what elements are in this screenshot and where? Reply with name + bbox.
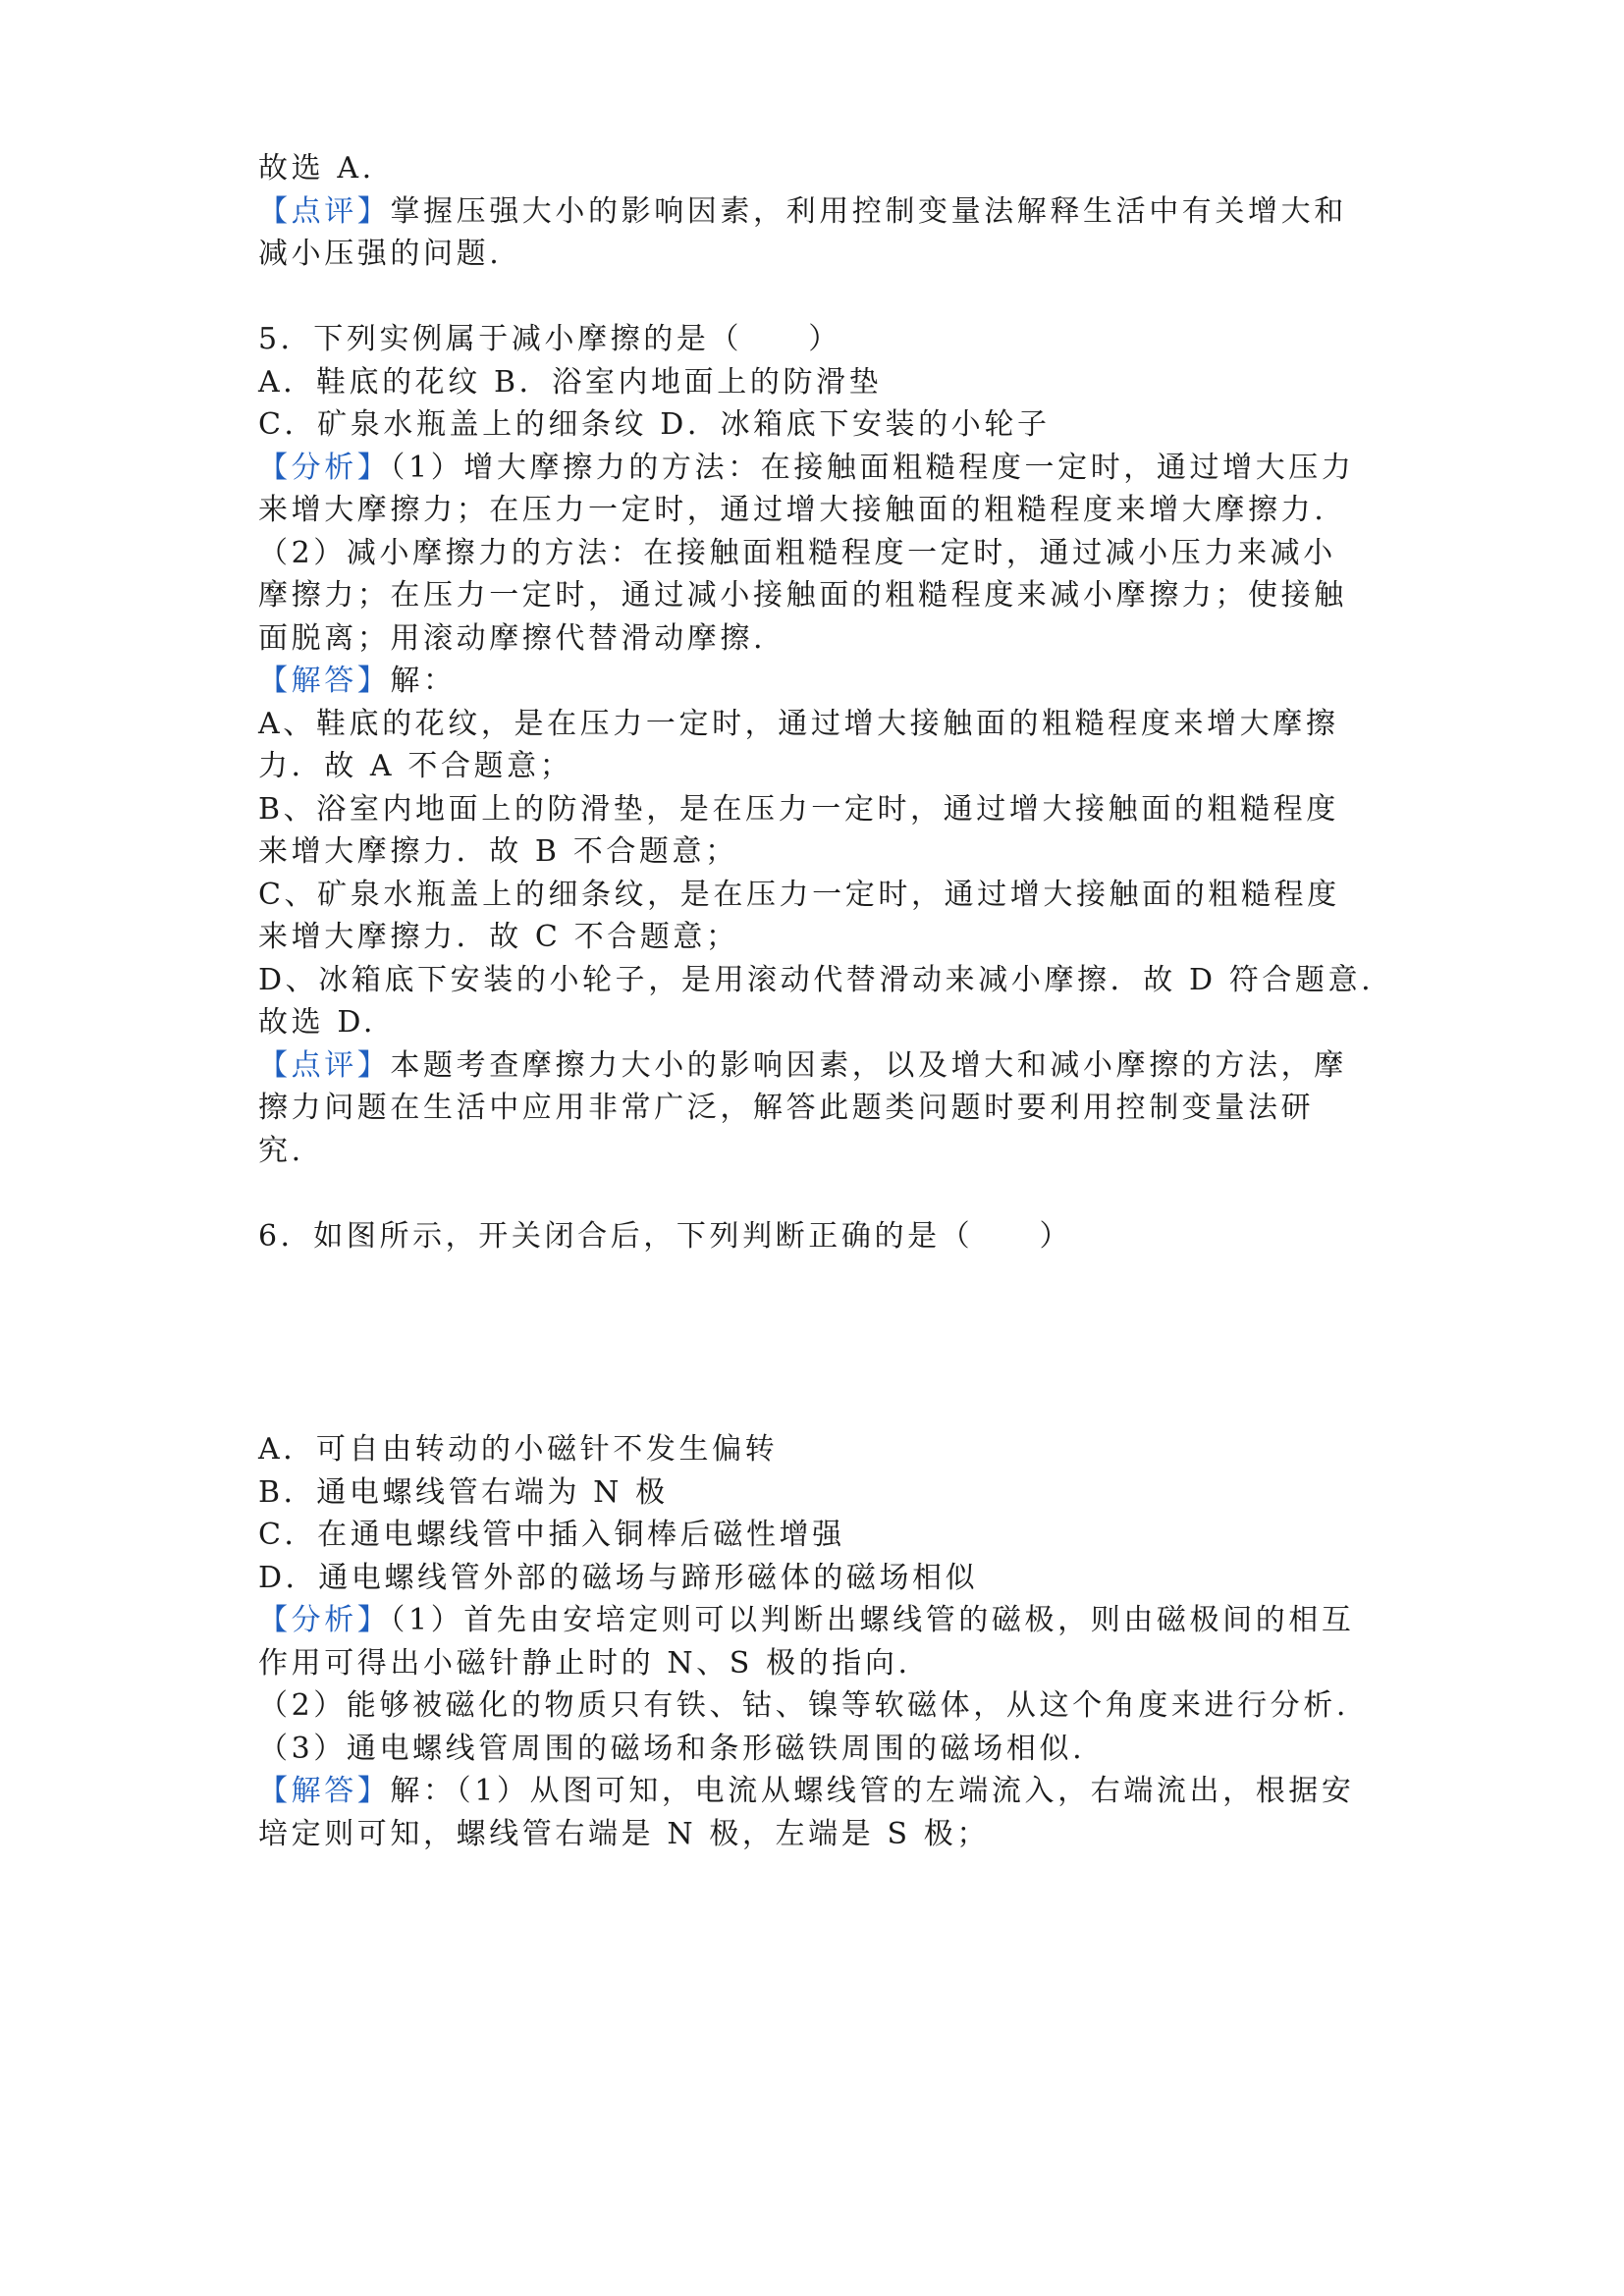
text-line [258, 1215, 1378, 1258]
text-line [258, 745, 1378, 788]
text-line [258, 703, 1378, 746]
text-line [258, 403, 1378, 447]
paragraph-gap [258, 276, 1378, 319]
section-tag: 【分析】 [258, 1603, 391, 1637]
document-page [258, 147, 1378, 1855]
line-text: 解：（1）从图可知，电流从螺线管的左端流入，右端流出，根据安 [390, 1774, 1355, 1808]
section-tag: 【点评】 [258, 1047, 391, 1083]
line-text: 来增大摩擦力．故 B 不合题意； [258, 834, 738, 869]
text-line [258, 447, 1378, 490]
line-text: 作用可得出小磁针静止时的 N、S 极的指向. [258, 1645, 911, 1681]
line-text: B、浴室内地面上的防滑垫，是在压力一定时，通过增大接触面的粗糙程度 [258, 791, 1339, 827]
line-text: 力．故 A 不合题意； [258, 749, 573, 783]
section-tag: 【解答】 [258, 1774, 391, 1808]
text-line [258, 532, 1378, 575]
text-line [258, 1428, 1378, 1471]
text-line [258, 1813, 1378, 1856]
text-line [258, 1044, 1378, 1088]
text-line [258, 1599, 1378, 1642]
line-text: 6．如图所示，开关闭合后，下列判断正确的是（ ） [258, 1218, 1073, 1254]
line-text: D．通电螺线管外部的磁场与蹄形磁体的磁场相似 [258, 1560, 979, 1595]
line-text: 故选 A. [258, 151, 375, 186]
text-line [258, 1684, 1378, 1728]
text-line [258, 1728, 1378, 1771]
line-text: A、鞋底的花纹，是在压力一定时，通过增大接触面的粗糙程度来增大摩擦 [258, 706, 1339, 741]
text-line [258, 190, 1378, 234]
line-text: D、冰箱底下安装的小轮子，是用滚动代替滑动来减小摩擦．故 D 符合题意. [258, 962, 1375, 997]
line-text: C、矿泉水瓶盖上的细条纹，是在压力一定时，通过增大接触面的粗糙程度 [258, 877, 1340, 912]
text-line [258, 959, 1378, 1002]
line-text: C．矿泉水瓶盖上的细条纹 D．冰箱底下安装的小轮子 [258, 407, 1051, 442]
text-line [258, 1001, 1378, 1044]
line-text: 面脱离；用滚动摩擦代替滑动摩擦. [258, 620, 767, 656]
line-text: （1）增大摩擦力的方法：在接触面粗糙程度一定时，通过增大压力 [390, 450, 1355, 485]
text-line [258, 318, 1378, 361]
text-line [258, 660, 1378, 703]
text-line [258, 874, 1378, 917]
section-tag: 【分析】 [258, 450, 391, 485]
text-line [258, 574, 1378, 617]
text-line [258, 1770, 1378, 1813]
line-text: （2）减小摩擦力的方法：在接触面粗糙程度一定时，通过减小压力来减小 [258, 535, 1336, 570]
text-line [258, 489, 1378, 532]
line-text: A．可自由转动的小磁针不发生偏转 [258, 1432, 779, 1467]
text-line [258, 1642, 1378, 1685]
line-text: 5．下列实例属于减小摩擦的是（ ） [258, 322, 841, 356]
figure-placeholder [258, 1257, 1378, 1428]
line-text: 究. [258, 1133, 304, 1168]
text-line [258, 361, 1378, 404]
text-line [258, 147, 1378, 190]
text-line [258, 916, 1378, 959]
paragraph-gap [258, 1172, 1378, 1215]
section-tag: 【点评】 [258, 193, 391, 229]
text-line [258, 788, 1378, 831]
text-line [258, 1557, 1378, 1600]
line-text: C．在通电螺线管中插入铜棒后磁性增强 [258, 1518, 845, 1552]
line-text: 故选 D. [258, 1005, 377, 1040]
line-text: 掌握压强大小的影响因素，利用控制变量法解释生活中有关增大和 [390, 193, 1347, 229]
text-line [258, 1471, 1378, 1515]
line-text: 培定则可知，螺线管右端是 N 极，左端是 S 极； [258, 1816, 990, 1851]
line-text: B．通电螺线管右端为 N 极 [258, 1474, 669, 1510]
text-line [258, 1514, 1378, 1557]
text-line [258, 233, 1378, 276]
line-text: 擦力问题在生活中应用非常广泛，解答此题类问题时要利用控制变量法研 [258, 1091, 1315, 1125]
line-text: 摩擦力；在压力一定时，通过减小接触面的粗糙程度来减小摩擦力；使接触 [258, 578, 1347, 613]
line-text: 本题考查摩擦力大小的影响因素，以及增大和减小摩擦的方法，摩 [390, 1047, 1347, 1083]
line-text: （1）首先由安培定则可以判断出螺线管的磁极，则由磁极间的相互 [390, 1603, 1355, 1637]
section-tag: 【解答】 [258, 664, 391, 698]
line-text: 解： [390, 664, 457, 698]
text-line [258, 1130, 1378, 1173]
text-line [258, 1087, 1378, 1130]
line-text: 来增大摩擦力；在压力一定时，通过增大接触面的粗糙程度来增大摩擦力. [258, 493, 1327, 527]
line-text: 减小压强的问题. [258, 237, 503, 271]
text-line [258, 830, 1378, 874]
text-line [258, 617, 1378, 661]
line-text: 来增大摩擦力．故 C 不合题意； [258, 920, 739, 954]
line-text: A．鞋底的花纹 B．浴室内地面上的防滑垫 [258, 364, 883, 400]
line-text: （2）能够被磁化的物质只有铁、钴、镍等软磁体，从这个角度来进行分析. [258, 1688, 1350, 1723]
line-text: （3）通电螺线管周围的磁场和条形磁铁周围的磁场相似. [258, 1731, 1086, 1766]
